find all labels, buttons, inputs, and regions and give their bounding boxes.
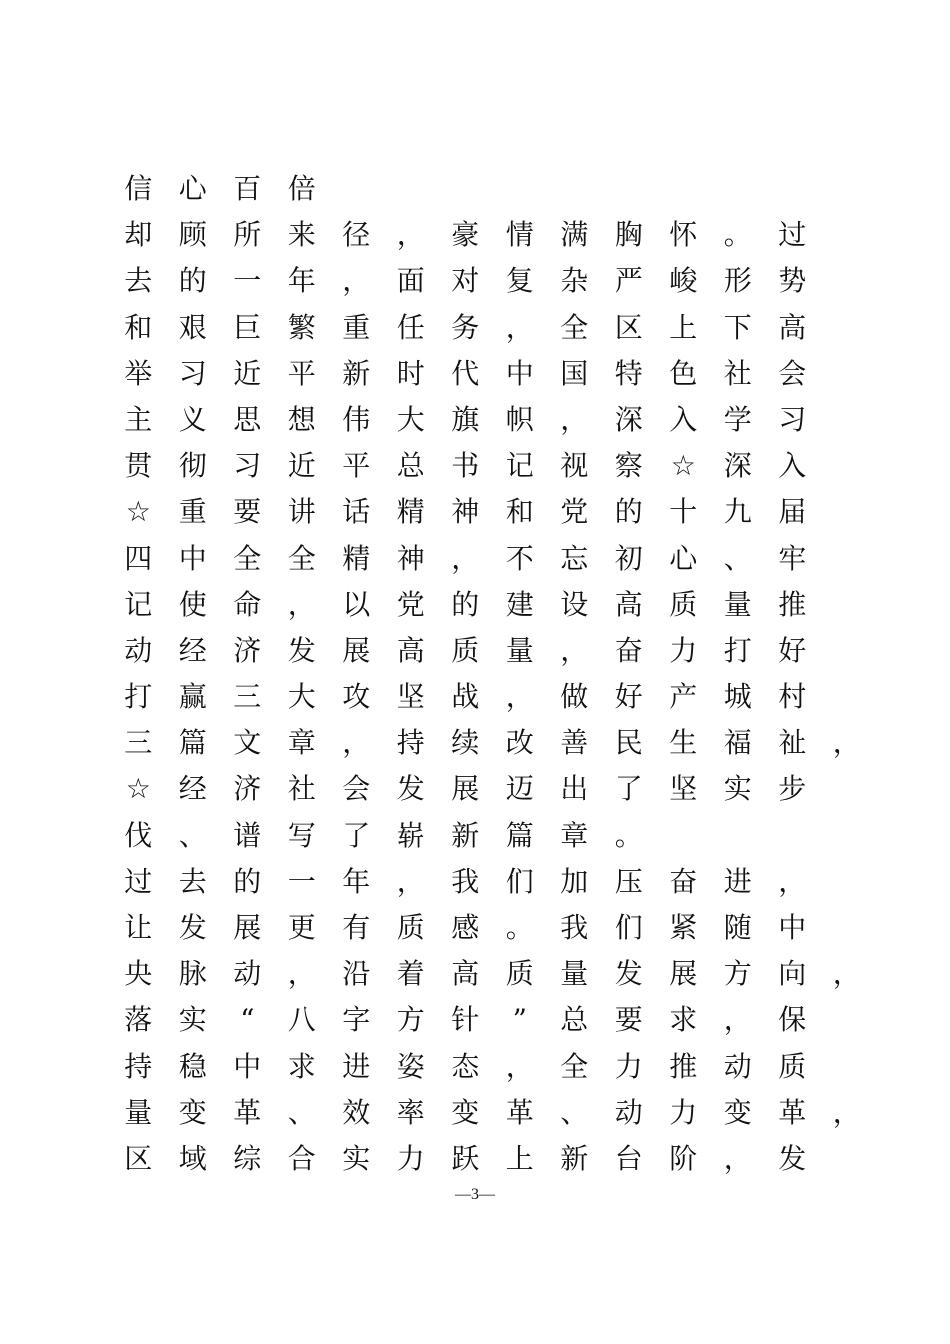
text-line: 三 篇 文 章 ， 持 续 改 善 民 生 福 祉 ， bbox=[124, 726, 861, 760]
text-line: 区 域 综 合 实 力 跃 上 新 台 阶 ， 发 bbox=[124, 1141, 807, 1175]
text-line: 让 发 展 更 有 质 感 。 我 们 紧 随 中 bbox=[124, 911, 807, 944]
text-line: 央 脉 动 ， 沿 着 高 质 量 发 展 方 向 ， bbox=[124, 957, 861, 991]
text-line: 动 经 济 发 展 高 质 量 ， 奋 力 打 好 bbox=[124, 633, 807, 667]
text-line: ☆ 重 要 讲 话 精 神 和 党 的 十 九 届 bbox=[125, 495, 807, 529]
text-line: 却 顾 所 来 径 ， 豪 情 满 胸 怀 。 过 bbox=[124, 218, 807, 252]
text-line: 去 的 一 年 ， 面 对 复 杂 严 峻 形 势 bbox=[124, 264, 807, 298]
text-line: 记 使 命 ， 以 党 的 建 设 高 质 量 推 bbox=[124, 587, 807, 621]
text-line: 伐 、 谱 写 了 崭 新 篇 章 。 bbox=[124, 818, 643, 852]
text-line: 打 赢 三 大 攻 坚 战 ， 做 好 产 城 村 bbox=[124, 680, 807, 714]
text-line: 量 变 革 、 效 率 变 革 、 动 力 变 革 ， bbox=[124, 1095, 861, 1129]
text-line: 举 习 近 平 新 时 代 中 国 特 色 社 会 bbox=[124, 356, 807, 390]
text-line: 四 中 全 全 精 神 ， 不 忘 初 心 、 牢 bbox=[124, 541, 807, 575]
text-line: 过 去 的 一 年 ， 我 们 加 压 奋 进 ， bbox=[124, 864, 807, 898]
text-line: 和 艰 巨 繁 重 任 务 ， 全 区 上 下 高 bbox=[124, 310, 807, 344]
body-text bbox=[111, 166, 871, 1182]
text-line: 贯 彻 习 近 平 总 书 记 视 察 ☆ 深 入 bbox=[124, 449, 807, 483]
text-line: 落 实 “ 八 字 方 针 ” 总 要 求 ， 保 bbox=[124, 1003, 807, 1037]
text-line: 持 稳 中 求 进 姿 态 ， 全 力 推 动 质 bbox=[124, 1049, 807, 1083]
text-line: 信 心 百 倍 bbox=[124, 172, 316, 205]
text-line: ☆ 经 济 社 会 发 展 迈 出 了 坚 实 步 bbox=[125, 772, 807, 806]
text-line: 主 义 思 想 伟 大 旗 帜 ， 深 入 学 习 bbox=[124, 402, 807, 436]
page-number: —3— bbox=[455, 1186, 495, 1203]
